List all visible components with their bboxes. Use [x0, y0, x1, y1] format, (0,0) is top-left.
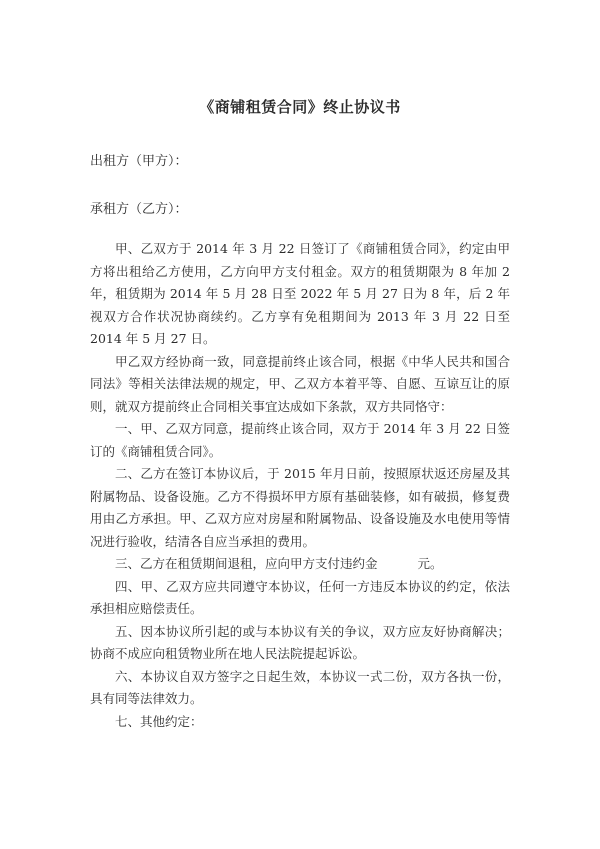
lessee-label: 承租方（乙方）： [90, 202, 188, 217]
clause-4: 四、甲、乙双方应共同遵守本协议，任何一方违反本协议的约定，依法承担相应赔偿责任。 [90, 578, 510, 616]
clause-3-text: 三、乙方在租赁期间退租，应向甲方支付违约金 [115, 556, 378, 571]
clause-3-unit: 元。 [417, 556, 443, 571]
clause-3 [90, 553, 510, 576]
clause-7: 七、其他约定： [115, 713, 203, 729]
document-body [90, 238, 510, 733]
clause-6: 六、本协议自双方签字之日起生效，本协议一式二份，双方各执一份，具有同等法律效力。 [90, 668, 510, 706]
paragraph-agreement-basis: 甲乙双方经协商一致，同意提前终止该合同，根据《中华人民共和国合同法》等相关法律法规的规定，甲、乙双方本着平等、自愿、互谅互让的原则，就双方提前终止合同相关事宜达成如下条款，双方共同恪守： [90, 353, 510, 414]
paragraph-background: 甲、乙双方于 2014 年 3 月 22 日签订了《商铺租赁合同》，约定由甲方将出租给乙方使用，乙方向甲方支付租金。双方的租赁期限为 8 年加 2 年，租赁期为 2014 年 5 月 28 日至 2022 年 5 月 27 日为 8 年，后 2 年视双方合作状况协商续约。乙方享有免租期间为 2013 年 3 月 22 日至 2014 年 5 月 27 日。 [90, 241, 510, 346]
clause-2: 二、乙方在签订本协议后，于 2015 年月日前，按照原状返还房屋及其附属物品、设备设施。乙方不得损坏甲方原有基础装修，如有破损，修复费用由乙方承担。甲、乙双方应对房屋和附属物品、设备设施及水电使用等情况进行验收，结清各自应当承担的费用。 [90, 466, 510, 549]
document-title: 《商铺租赁合同》终止协议书 [199, 98, 401, 116]
lessor-label: 出租方（甲方）： [90, 154, 188, 169]
clause-1: 一、甲、乙双方同意，提前终止该合同，双方于 2014 年 3 月 22 日签订的《商铺租赁合同》。 [90, 421, 510, 459]
clause-5: 五、因本协议所引起的或与本协议有关的争议，双方应友好协商解决；协商不成应向租赁物业所在地人民法院提起诉讼。 [90, 623, 510, 661]
